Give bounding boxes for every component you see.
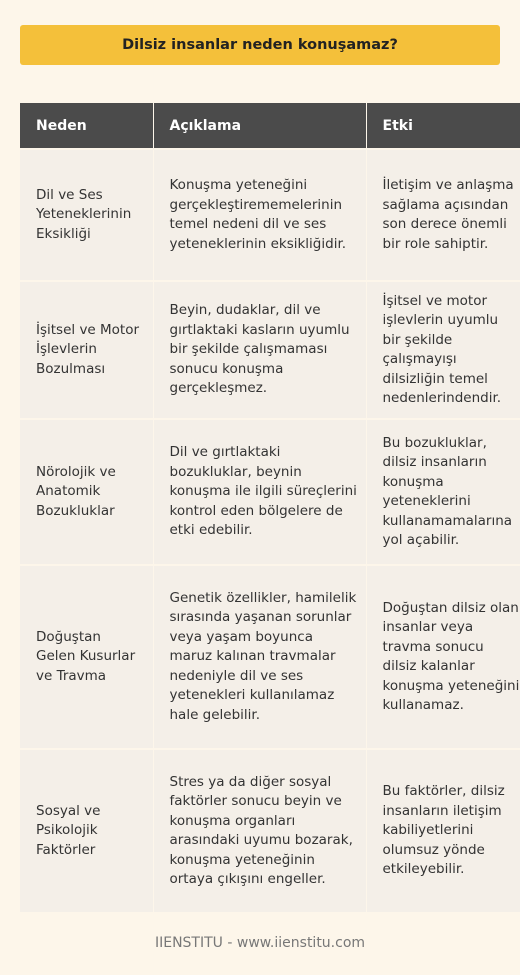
table-row [20, 565, 520, 749]
cell-neden: Doğuştan Gelen Kusurlar ve Travma [20, 565, 153, 749]
cell-neden: İşitsel ve Motor İşlevlerin Bozulması [20, 281, 153, 419]
cell-neden: Nörolojik ve Anatomik Bozukluklar [20, 419, 153, 565]
cell-etki: İşitsel ve motor işlevlerin uyumlu bir şekilde çalışmayışı dilsizliğin temel nedenlerindendir. [366, 281, 520, 419]
cell-aciklama: Konuşma yeteneğini gerçekleştirememelerinin temel nedeni dil ve ses yeteneklerinin eksikliğidir. [153, 149, 366, 281]
cell-neden: Dil ve Ses Yeteneklerinin Eksikliği [20, 149, 153, 281]
table-header-row [20, 103, 520, 149]
cell-aciklama: Genetik özellikler, hamilelik sırasında yaşanan sorunlar veya yaşam boyunca maruz kalınan travmalar nedeniyle dil ve ses yetenekleri kullanılamaz hale gelebilir. [153, 565, 366, 749]
header-etki: Etki [366, 103, 520, 149]
footer-credit: IIENSTITU - www.iienstitu.com [154, 935, 366, 951]
cell-etki: Bu bozukluklar, dilsiz insanların konuşma yeteneklerini kullanamamalarına yol açabilir. [366, 419, 520, 565]
table-row [20, 149, 520, 281]
cell-neden: Sosyal ve Psikolojik Faktörler [20, 749, 153, 912]
table-row [20, 419, 520, 565]
cell-etki: Bu faktörler, dilsiz insanların iletişim kabiliyetlerini olumsuz yönde etkileyebilir. [366, 749, 520, 912]
cell-aciklama: Beyin, dudaklar, dil ve gırtlaktaki kasların uyumlu bir şekilde çalışmaması sonucu konuşma gerçekleşmez. [153, 281, 366, 419]
cell-aciklama: Stres ya da diğer sosyal faktörler sonucu beyin ve konuşma organları arasındaki uyumu bozarak, konuşma yeteneğinin ortaya çıkışını engeller. [153, 749, 366, 912]
table-row [20, 749, 520, 912]
table-row [20, 281, 520, 419]
cell-etki: İletişim ve anlaşma sağlama açısından son derece önemli bir role sahiptir. [366, 149, 520, 281]
cell-aciklama: Dil ve gırtlaktaki bozukluklar, beynin konuşma ile ilgili süreçlerini kontrol eden bölgelere de etki edebilir. [153, 419, 366, 565]
cell-etki: Doğuştan dilsiz olan insanlar veya travma sonucu dilsiz kalanlar konuşma yeteneğini kullanamaz. [366, 565, 520, 749]
header-aciklama: Açıklama [153, 103, 366, 149]
page-title: Dilsiz insanlar neden konuşamaz? [20, 25, 500, 65]
causes-table [20, 103, 520, 912]
header-neden: Neden [20, 103, 153, 149]
